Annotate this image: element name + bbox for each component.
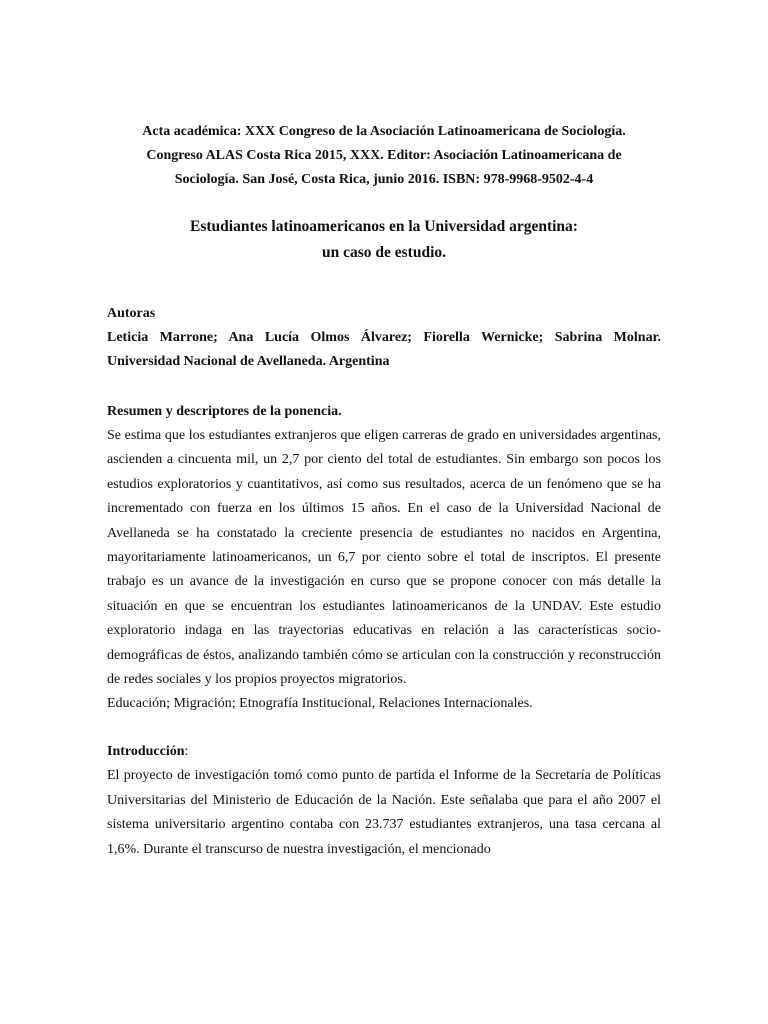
introduction-section (107, 740, 661, 862)
title-line-2: un caso de estudio. (321, 244, 447, 261)
introduction-heading-colon: : (184, 744, 189, 760)
author-institution: Universidad Nacional de Avellaneda. Argentina (107, 354, 390, 369)
publication-header (107, 120, 661, 192)
authors-section (107, 302, 661, 374)
document-page (107, 120, 661, 862)
introduction-heading: Introducción (107, 744, 185, 760)
authors-heading: Autoras (107, 306, 156, 321)
abstract-keywords: Educación; Migración; Etnografía Institucional, Relaciones Internacionales. (107, 696, 533, 712)
abstract-section (107, 400, 661, 716)
abstract-body: Se estima que los estudiantes extranjeros que eligen carreras de grado en universidades argentinas, ascienden a cincuenta mil, un 2,7 por ciento del total de estudiantes. Sin embargo son pocos los estudios exploratorios y cuantitativos, así como sus resultados, acerca de un fenómeno que se ha incrementado con fuerza en los últimos 15 años. En el caso de la Universidad Nacional de Avellaneda se ha constatado la creciente presencia de estudiantes no nacidos en Argentina, mayoritariamente latinoamericanos, un 6,7 por ciento sobre el total de inscriptos. El presente trabajo es un avance de la investigación en curso que se propone conocer con más detalle la situación en que se encuentran los estudiantes latinoamericanos de la UNDAV. Este estudio exploratorio indaga en las trayectorias educativas en relación a las características socio- demográficas de éstos, analizando también cómo se articulan con la construcción y reconstrucción de redes sociales y los propios proyectos migratorios. (107, 428, 661, 688)
abstract-heading: Resumen y descriptores de la ponencia. (107, 404, 342, 419)
author-names: Leticia Marrone; Ana Lucía Olmos Álvarez; Fiorella Wernicke; Sabrina Molnar. (107, 330, 661, 345)
header-line-1: Acta académica: XXX Congreso de la Asociación Latinoamericana de Sociología. (142, 124, 626, 139)
header-line-2: Congreso ALAS Costa Rica 2015, XXX. Editor: Asociación Latinoamericana de (146, 148, 622, 163)
title-line-1: Estudiantes latinoamericanos en la Universidad argentina: (190, 218, 578, 235)
introduction-heading-line (107, 740, 661, 764)
introduction-body: El proyecto de investigación tomó como punto de partida el Informe de la Secretaría de Políticas Universitarias del Ministerio de Educación de la Nación. Este señalaba que para el año 2007 el sistema universitario argentino contaba con 23.737 estudiantes extranjeros, una tasa cercana al 1,6%. Durante el transcurso de nuestra investigación, el mencionado (107, 768, 661, 857)
header-line-3: Sociología. San José, Costa Rica, junio 2016. ISBN: 978-9968-9502-4-4 (174, 172, 594, 187)
paper-title (107, 214, 661, 266)
